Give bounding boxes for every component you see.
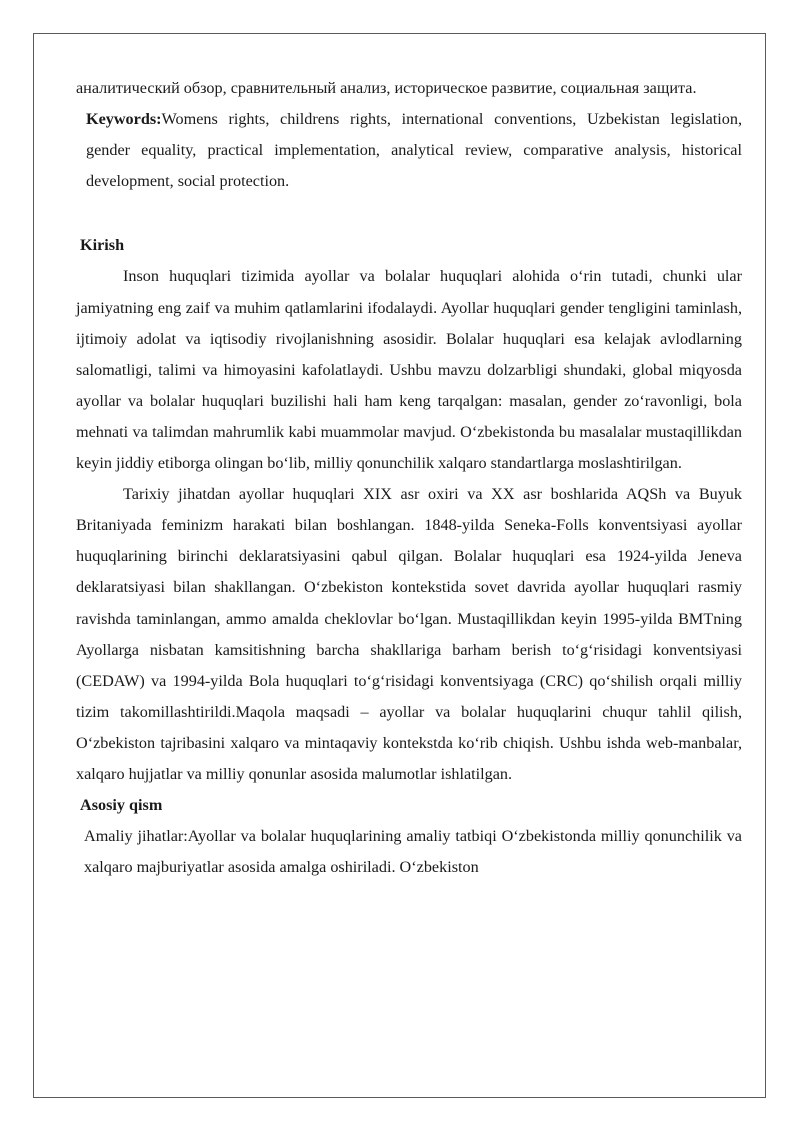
keywords-text: Womens rights, childrens rights, international conventions, Uzbekistan legislation, gender equality, practical implementation, analytical review, comparative analysis, historical development, social protection.: [86, 110, 742, 191]
keywords-label: Keywords:: [86, 110, 162, 129]
section-heading-kirish: Kirish: [80, 236, 125, 255]
section-heading-asosiy: Asosiy qism: [80, 796, 163, 815]
kirish-paragraph-2: Tarixiy jihatdan ayollar huquqlari XIX asr oxiri va XX asr boshlarida AQSh va Buyuk Britaniyada feminizm harakati bilan boshlangan. 1848-yilda Seneka-Folls konventsiyasi ayollar huquqlarining birinchi deklaratsiyasini qabul qilgan. Bolalar huquqlari esa 1924-yilda Jeneva deklaratsiyasi bilan shakllangan. O‘zbekiston kontekstida sovet davrida ayollar huquqlari rasmiy ravishda taminlangan, ammo amalda cheklovlar bo‘lgan. Mustaqillikdan keyin 1995-yilda BMTning Ayollarga nisbatan kamsitishning barcha shakllariga barham berish to‘g‘risidagi konventsiyasi (CEDAW) va 1994-yilda Bola huquqlari to‘g‘risidagi konventsiyaga (CRC) qo‘shilish orqali milliy tizim takomillashtirildi.Maqola maqsadi – ayollar va bolalar huquqlarini chuqur tahlil qilish, O‘zbekiston tajribasini xalqaro va mintaqaviy kontekstda ko‘rib chiqish. Ushbu ishda web-manbalar, xalqaro hujjatlar va milliy qonunlar asosida malumotlar ishlatilgan.: [76, 485, 742, 783]
asosiy-paragraph-1: Amaliy jihatlar:Ayollar va bolalar huquqlarining amaliy tatbiqi O‘zbekistonda milliy qonunchilik va xalqaro majburiyatlar asosida amalga oshiriladi. O‘zbekiston: [84, 827, 742, 877]
section-spacer: [76, 197, 742, 230]
document-body: [76, 73, 742, 883]
abstract-ru-tail: аналитический обзор, сравнительный анализ, историческое развитие, социальная защита.: [76, 79, 697, 97]
kirish-paragraph-1: Inson huquqlari tizimida ayollar va bolalar huquqlari alohida o‘rin tutadi, chunki ular jamiyatning eng zaif va muhim qatlamlarini ifodalaydi. Ayollar huquqlari gender tengligini taminlash, ijtimoiy adolat va iqtisodiy rivojlanishning asosidir. Bolalar huquqlari esa kelajak avlodlarning salomatligi, talimi va himoyasini kafolatlaydi. Ushbu mavzu dolzarbligi shundaki, global miqyosda ayollar va bolalar huquqlari buzilishi hali ham keng tarqalgan: masalan, gender zo‘ravonligi, bola mehnati va talimdan mahrumlik kabi muammolar mavjud. O‘zbekistonda bu masalalar mustaqillikdan keyin jiddiy etiborga olingan bo‘lib, milliy qonunchilik xalqaro standartlarga moslashtirilgan.: [76, 267, 742, 473]
keywords-paragraph: [76, 104, 742, 197]
